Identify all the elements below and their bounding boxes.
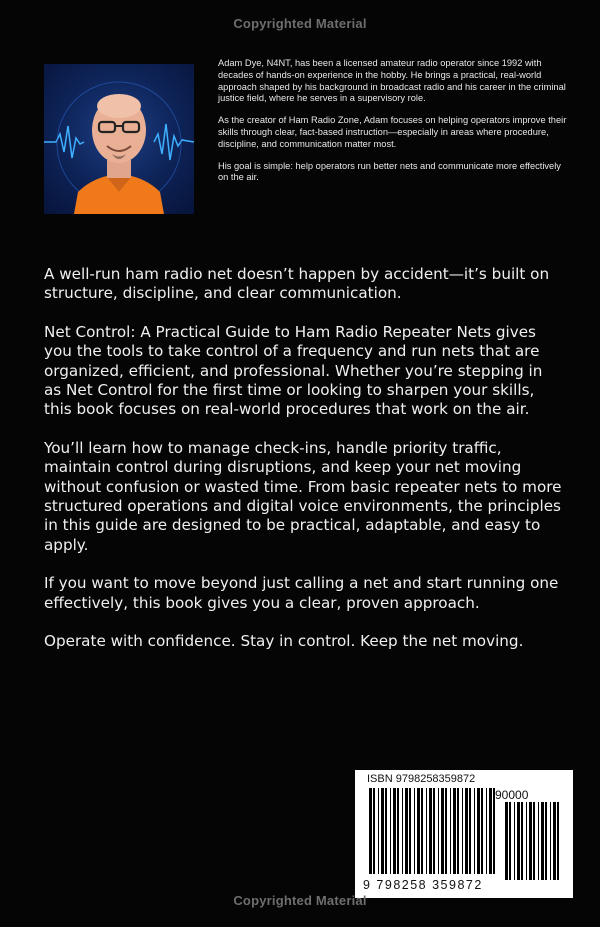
barcode-bar — [421, 788, 423, 874]
barcode-bar — [433, 788, 435, 874]
barcode-bar — [557, 802, 559, 880]
barcode-bar — [429, 788, 432, 874]
barcode-bar — [453, 788, 456, 874]
barcode-bar — [402, 788, 403, 874]
bio-paragraph: Adam Dye, N4NT, has been a licensed amateur radio operator since 1992 with decades of hands-on experience in the hobby. He brings a practical, real-world approach shaped by his background in broadcast radio and his career in the criminal justice field, where he serves in a supervisory role. — [218, 58, 566, 104]
barcode-bar — [477, 788, 480, 874]
isbn-digits: 9 798258 359872 — [363, 878, 483, 892]
barcode-bar — [462, 788, 463, 874]
isbn-barcode-box — [355, 770, 573, 898]
barcode-bar — [553, 802, 556, 880]
isbn-label: ISBN 9798258359872 — [367, 773, 476, 785]
watermark-bottom: Copyrighted Material — [233, 893, 367, 908]
barcode-bar — [486, 788, 487, 874]
barcode-bar — [469, 788, 471, 874]
barcode-bar — [517, 802, 520, 880]
barcode-bar — [426, 788, 427, 874]
blurb-paragraph: If you want to move beyond just calling a net and start running one effectively, this book gives you a clear, proven approach. — [44, 574, 559, 612]
barcode-bar — [417, 788, 420, 874]
barcode-bar — [505, 802, 508, 880]
barcode-bar — [514, 802, 515, 880]
blurb-paragraph: A well-run ham radio net doesn’t happen by accident—it’s built on structure, discipline, and clear communication. — [44, 265, 550, 303]
barcode-bar — [385, 788, 387, 874]
barcode-bar — [481, 788, 483, 874]
barcode-bar — [445, 788, 447, 874]
barcode-bar — [405, 788, 408, 874]
blurb-paragraph: Net Control: A Practical Guide to Ham Radio Repeater Nets gives you the tools to take control of a frequency and run nets that are organized, efficient, and professional. Whether you’re stepping in as Net Control for the first time or looking to sharpen your skills, this book focuses on real-world procedures that work on the air. — [44, 322, 543, 419]
barcode-bar — [438, 788, 439, 874]
barcode-bar — [409, 788, 411, 874]
bio-paragraph: As the creator of Ham Radio Zone, Adam focuses on helping operators improve their skills through clear, fact-based instruction—especially in areas where procedure, discipline, and communication matter most. — [218, 115, 567, 149]
author-portrait-illustration — [44, 64, 194, 214]
barcode-bar — [526, 802, 527, 880]
author-bio — [218, 58, 570, 194]
barcode-bar — [538, 802, 539, 880]
watermark-top: Copyrighted Material — [233, 16, 367, 31]
barcode-bar — [397, 788, 399, 874]
blurb-paragraph: Operate with confidence. Stay in control. Keep the net moving. — [44, 632, 524, 651]
barcode-bar — [381, 788, 384, 874]
barcode-bar — [533, 802, 535, 880]
barcode-bar — [550, 802, 551, 880]
barcode-bar — [369, 788, 372, 874]
barcode-bar — [393, 788, 396, 874]
barcode-bar — [373, 788, 375, 874]
addon-barcode — [505, 802, 563, 880]
barcode-bar — [474, 788, 475, 874]
book-description — [44, 265, 564, 671]
barcode-bar — [390, 788, 391, 874]
barcode-bar — [509, 802, 511, 880]
price-code: 90000 — [495, 788, 529, 802]
ean-barcode — [369, 788, 499, 874]
barcode-bar — [378, 788, 379, 874]
barcode-bar — [489, 788, 492, 874]
barcode-bar — [457, 788, 459, 874]
barcode-bar — [465, 788, 468, 874]
author-photo — [44, 64, 194, 214]
barcode-bar — [441, 788, 444, 874]
blurb-paragraph: You’ll learn how to manage check-ins, handle priority traffic, maintain control during disruptions, and keep your net moving without confusion or wasted time. From basic repeater nets to more structured operations and digital voice environments, the principles in this guide are designed to be practical, adaptable, and easy to apply. — [44, 438, 562, 554]
barcode-bar — [541, 802, 544, 880]
barcode-bar — [529, 802, 532, 880]
barcode-bar — [545, 802, 547, 880]
barcode-bar — [521, 802, 523, 880]
barcode-bar — [414, 788, 415, 874]
bio-paragraph: His goal is simple: help operators run better nets and communicate more effectively on the air. — [218, 160, 561, 183]
barcode-bar — [450, 788, 451, 874]
